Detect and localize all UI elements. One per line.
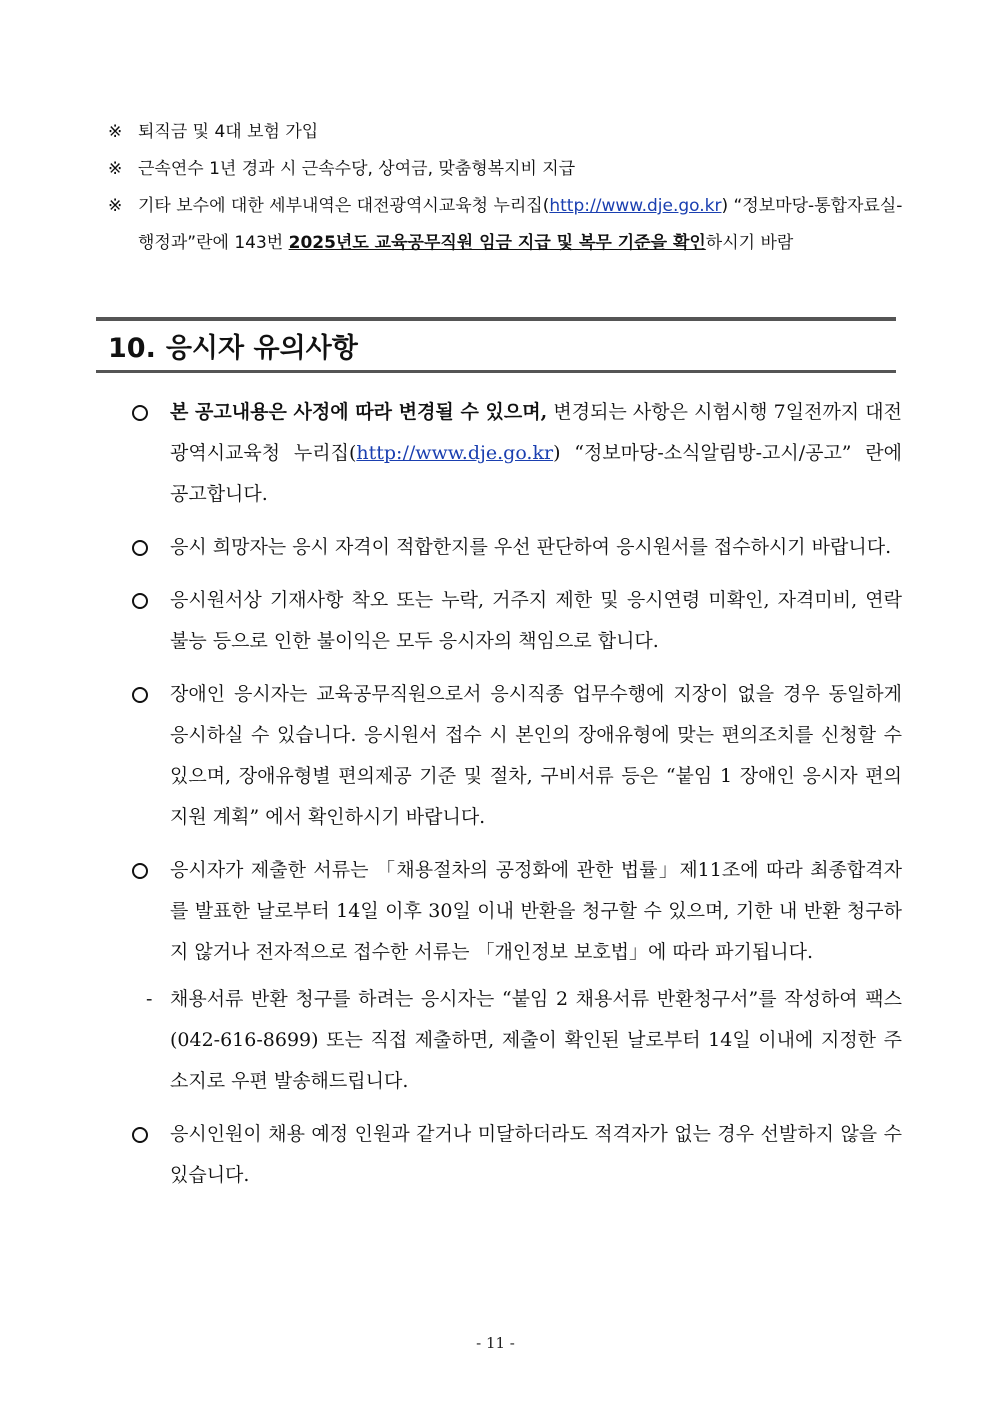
reference-mark: ※ — [108, 159, 123, 179]
website-link[interactable]: http://www.dje.go.kr — [549, 196, 722, 216]
note-text-mid: ) “정보마당-통합자료실-행정과”란에 143번 — [138, 196, 903, 253]
note-text-post: 하시기 바람 — [705, 233, 794, 253]
section-rule-top — [96, 317, 896, 321]
item-text: 응시인원이 채용 예정 인원과 같거나 미달하더라도 적격자가 없는 경우 선발하지 않을 수 있습니다. — [170, 1123, 902, 1186]
list-item — [132, 527, 902, 568]
dash-bullet: - — [146, 988, 153, 1010]
page-number: - 11 - — [476, 1334, 515, 1352]
item-text: 변경되는 사항은 시험시행 7일전까지 대전광역시교육청 누리집( — [170, 401, 902, 464]
item-text: 응시원서상 기재사항 착오 또는 누락, 거주지 제한 및 응시연령 미확인, 자격미비, 연락 불능 등으로 인한 불이익은 모두 응시자의 책임으로 합니다. — [170, 589, 902, 652]
section-rule-bottom — [96, 370, 896, 373]
section-number: 10. — [108, 333, 156, 364]
reference-mark: ※ — [108, 196, 123, 216]
circle-bullet-icon — [132, 1127, 148, 1143]
note-severance — [108, 114, 908, 151]
list-item — [132, 1114, 902, 1196]
note-text: 퇴직금 및 4대 보험 가입 — [138, 122, 319, 142]
list-item — [132, 392, 902, 515]
reference-mark: ※ — [108, 122, 123, 142]
circle-bullet-icon — [132, 540, 148, 556]
pay-notes — [108, 114, 908, 262]
circle-bullet-icon — [132, 593, 148, 609]
notice-list — [132, 392, 902, 1208]
item-text: 응시 희망자는 응시 자격이 적합한지를 우선 판단하여 응시원서를 접수하시기 바랍니다. — [170, 536, 892, 558]
note-seniority — [108, 151, 908, 188]
website-link[interactable]: http://www.dje.go.kr — [356, 442, 554, 464]
note-text-pre: 기타 보수에 대한 세부내역은 대전광역시교육청 누리집( — [138, 196, 550, 216]
section-title: 응시자 유의사항 — [165, 333, 358, 364]
circle-bullet-icon — [132, 405, 148, 421]
item-text: 응시자가 제출한 서류는 「채용절차의 공정화에 관한 법률」제11조에 따라 최종합격자를 발표한 날로부터 14일 이후 30일 이내 반환을 청구할 수 있으며, 기한 내 반환 청구하지 않거나 전자적으로 접수한 서류는 「개인정보 보호법」에 따라 파기됩니다. — [170, 859, 902, 963]
list-item — [132, 580, 902, 662]
item-bold-text: 본 공고내용은 사정에 따라 변경될 수 있으며, — [170, 401, 548, 423]
note-other-pay — [108, 188, 908, 262]
section-heading — [108, 326, 368, 365]
sub-item — [132, 979, 902, 1102]
circle-bullet-icon — [132, 687, 148, 703]
note-text: 근속연수 1년 경과 시 근속수당, 상여금, 맞춤형복지비 지급 — [138, 159, 576, 179]
list-item — [132, 850, 902, 973]
sub-item-text: 채용서류 반환 청구를 하려는 응시자는 “붙임 2 채용서류 반환청구서”를 작성하여 팩스(042-616-8699) 또는 직접 제출하면, 제출이 확인된 날로부터 14일 이내에 지정한 주소지로 우편 발송해드립니다. — [170, 988, 902, 1092]
item-text: 장애인 응시자는 교육공무직원으로서 응시직종 업무수행에 지장이 없을 경우 동일하게 응시하실 수 있습니다. 응시원서 접수 시 본인의 장애유형에 맞는 편의조치를 신청할 수 있으며, 장애유형별 편의제공 기준 및 절차, 구비서류 등은 “붙임 1 장애인 응시자 편의 지원 계획” 에서 확인하시기 바랍니다. — [170, 683, 902, 828]
circle-bullet-icon — [132, 863, 148, 879]
list-item — [132, 674, 902, 838]
item-text-post: ) “정보마당-소식알림방-고시/공고” 란에 공고합니다. — [170, 442, 902, 505]
note-emphasis: 2025년도 교육공무직원 임금 지급 및 복무 기준을 확인 — [288, 233, 706, 253]
